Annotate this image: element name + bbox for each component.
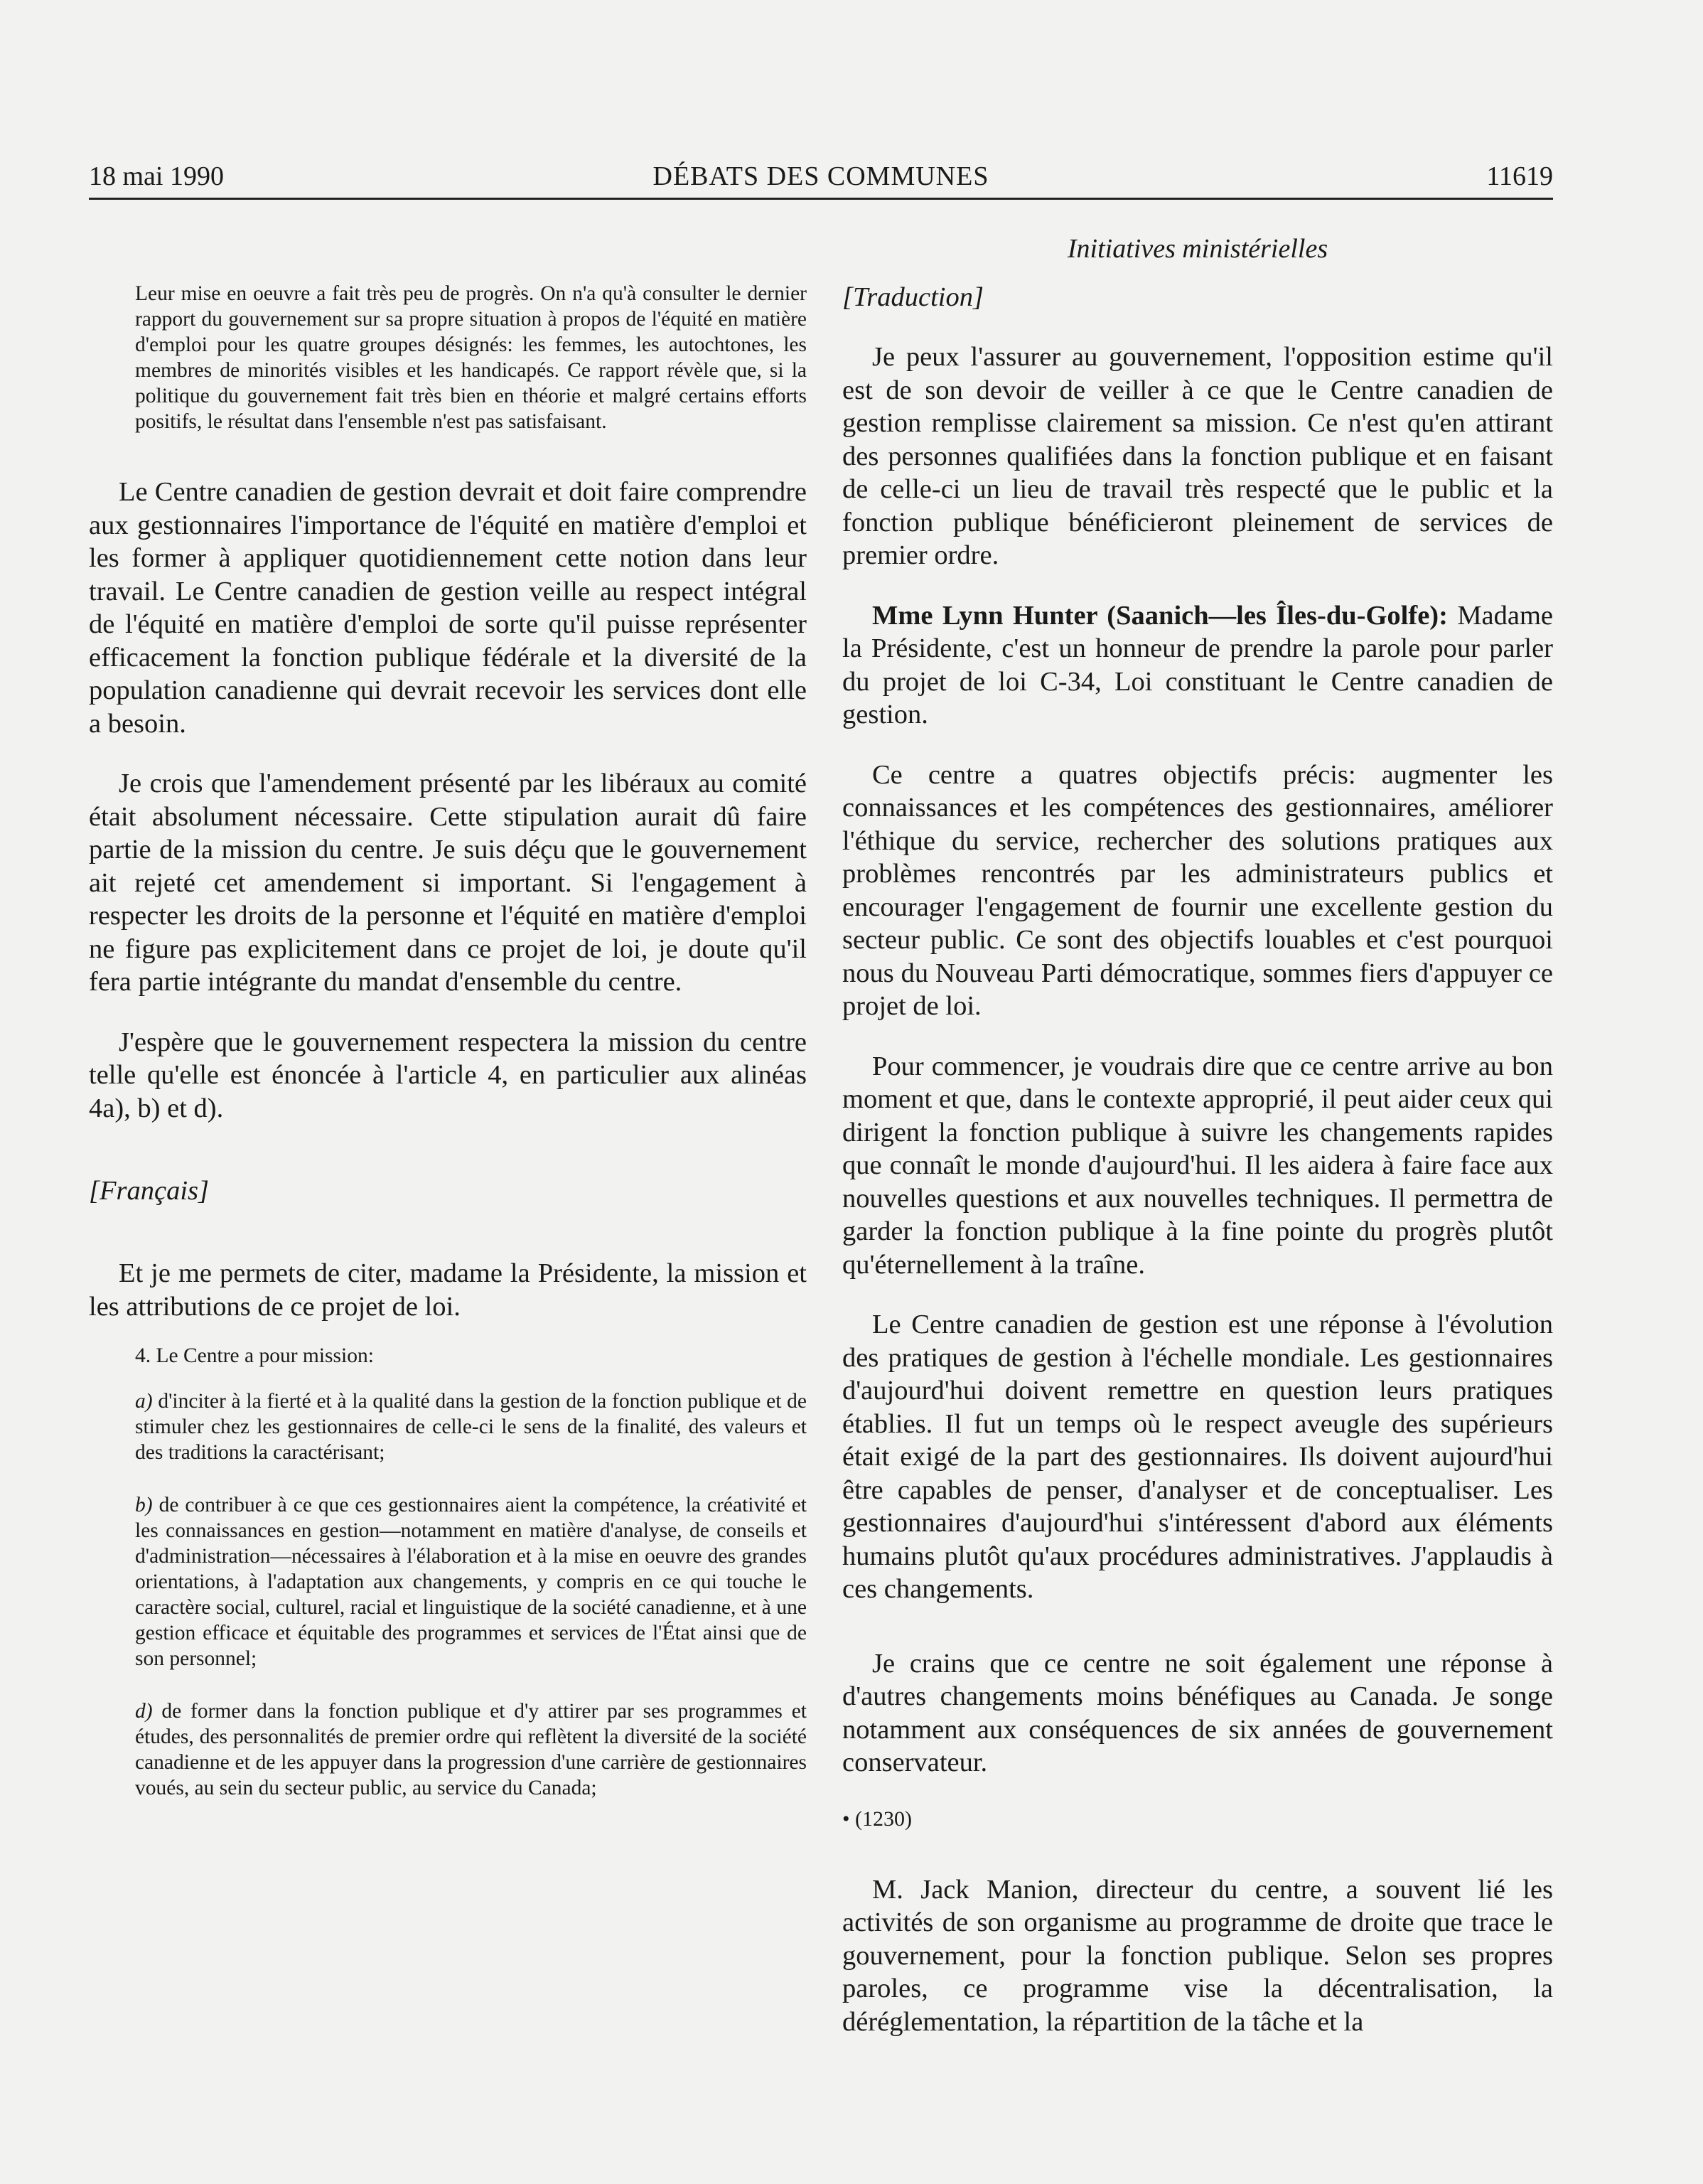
paragraph [842, 599, 1553, 732]
speaker-name: Mme Lynn Hunter (Saanich—les Îles-du-Golfe): [872, 600, 1448, 631]
bill-clause-intro: 4. Le Centre a pour mission: [135, 1344, 374, 1367]
paragraph: Et je me permets de citer, madame la Présidente, la mission et les attributions de ce projet de loi. [89, 1258, 807, 1322]
paragraph: Je crains que ce centre ne soit également une réponse à d'autres changements moins bénéfiques au Canada. Je songe notamment aux conséquences de six années de gouvernement conservateur. [842, 1648, 1553, 1777]
clause-letter: b) [135, 1494, 153, 1516]
section-heading: Initiatives ministérielles [1067, 234, 1328, 264]
paragraph: M. Jack Manion, directeur du centre, a souvent lié les activités de son organisme au programme de droite que trace le gouvernement, pour la fonction publique. Selon ses propres paroles, ce programme vise la décentralisation, la déréglementation, la répartition de la tâche et la [842, 1874, 1553, 2037]
left-column [89, 281, 807, 1801]
page-header [89, 156, 1553, 200]
clause-text: d'inciter à la fierté et à la qualité dans la gestion de la fonction publique et de stimuler chez les gestionnaires de celle-ci le sens de la finalité, des valeurs et des traditions la caractérisant; [135, 1390, 807, 1464]
clause-text: de contribuer à ce que ces gestionnaires aient la compétence, la créativité et les connaissances en gestion—notamment en matière d'analyse, de conseils et d'administration—nécessaires à l'élaboration et à la mise en oeuvre des grandes orientations, à l'adaptation aux changements, y compris en ce qui touche le caractère social, culturel, racial et linguistique de la société canadienne, et à une gestion efficace et équitable des programmes et services de l'État ainsi que de son personnel; [135, 1494, 807, 1670]
paragraph: Le Centre canadien de gestion est une réponse à l'évolution des pratiques de gestion à l'échelle mondiale. Les gestionnaires d'aujourd'hui doivent remettre en question leurs pratiques établies. Il fut un temps où le respect aveugle des supérieurs était exigé de la part des gestionnaires. Ils doivent aujourd'hui être capables de penser, d'analyser et de conceptualiser. Les gestionnaires d'aujourd'hui s'intéressent d'abord aux éléments humains plutôt qu'aux procédures administratives. J'applaudis à ces changements. [842, 1310, 1553, 1604]
paragraph: Le Centre canadien de gestion devrait et doit faire comprendre aux gestionnaires l'importance de l'équité en matière d'emploi et les former à appliquer quotidiennement cette notion dans leur travail. Le Centre canadien de gestion veille au respect intégral de l'équité en matière d'emploi de sorte qu'il puisse représenter efficacement la fonction publique fédérale et la diversité de la population canadienne qui devrait recevoir les services dont elle a besoin. [89, 477, 807, 739]
clause-letter: d) [135, 1700, 153, 1723]
header-page-number: 11619 [1486, 161, 1553, 191]
language-tag: [Traduction] [842, 282, 984, 312]
quoted-passage: Leur mise en oeuvre a fait très peu de progrès. On n'a qu'à consulter le dernier rapport du gouvernement sur sa propre situation à propos de l'équité en matière d'emploi pour les quatre groupes désignés: les femmes, les autochtones, les membres de minorités visibles et les handicapés. Ce rapport révèle que, si la politique du gouvernement fait très bien en théorie et malgré certains efforts positifs, le résultat dans l'ensemble n'est pas satisfaisant. [135, 282, 807, 433]
clause-letter: a) [135, 1390, 153, 1413]
language-tag: [Français] [89, 1176, 209, 1206]
right-column [842, 281, 1553, 2038]
bill-clause [135, 1388, 807, 1465]
paragraph: Je crois que l'amendement présenté par les libéraux au comité était absolument nécessaire. Cette stipulation aurait dû faire partie de la mission du centre. Je suis déçu que le gouvernement ait rejeté cet amendement si important. Si l'engagement à respecter les droits de la personne et l'équité en matière d'emploi ne figure pas explicitement dans ce projet de loi, je doute qu'il fera partie intégrante du mandat d'ensemble du centre. [89, 769, 807, 997]
timestamp: • (1230) [842, 1806, 912, 1831]
clause-text: de former dans la fonction publique et d'y attirer par ses programmes et études, des personnalités de premier ordre qui reflètent la diversité de la société canadienne et de les appuyer dans la progression d'une carrière de gestionnaires voués, au sein du secteur public, au service du Canada; [135, 1700, 807, 1799]
bill-clause [135, 1698, 807, 1801]
bill-clause [135, 1492, 807, 1671]
header-date: 18 mai 1990 [89, 161, 224, 191]
speech-text: Madame la Présidente, c'est un honneur de prendre la parole pour parler du projet de loi C-34, Loi constituant le Centre canadien de gestion. [842, 600, 1554, 729]
paragraph: Pour commencer, je voudrais dire que ce centre arrive au bon moment et que, dans le contexte approprié, il peut aider ceux qui dirigent la fonction publique à suivre les changements rapides que connaît le monde d'aujourd'hui. Il les aidera à faire face aux nouvelles questions et aux nouvelles techniques. Il permettra de garder la fonction publique à la fine pointe du progrès plutôt qu'éternellement à la traîne. [842, 1051, 1553, 1280]
paragraph: J'espère que le gouvernement respectera la mission du centre telle qu'elle est énoncée à l'article 4, en particulier aux alinéas 4a), b) et d). [89, 1027, 807, 1123]
paragraph: Ce centre a quatres objectifs précis: augmenter les connaissances et les compétences des gestionnaires, améliorer l'éthique du service, rechercher des solutions pratiques aux problèmes rencontrés par les administrateurs publics et encourager l'engagement de fournir une excellente gestion du secteur public. Ce sont des objectifs louables et c'est pourquoi nous du Nouveau Parti démocratique, sommes fiers d'appuyer ce projet de loi. [842, 759, 1553, 1021]
header-title: DÉBATS DES COMMUNES [652, 161, 989, 191]
paragraph: Je peux l'assurer au gouvernement, l'opposition estime qu'il est de son devoir de veiller à ce que le Centre canadien de gestion remplisse clairement sa mission. Ce n'est qu'en attirant des personnes qualifiées dans la fonction publique et en faisant de celle-ci un lieu de travail très respecté que le public et la fonction publique bénéficieront pleinement de services de premier ordre. [842, 342, 1553, 570]
